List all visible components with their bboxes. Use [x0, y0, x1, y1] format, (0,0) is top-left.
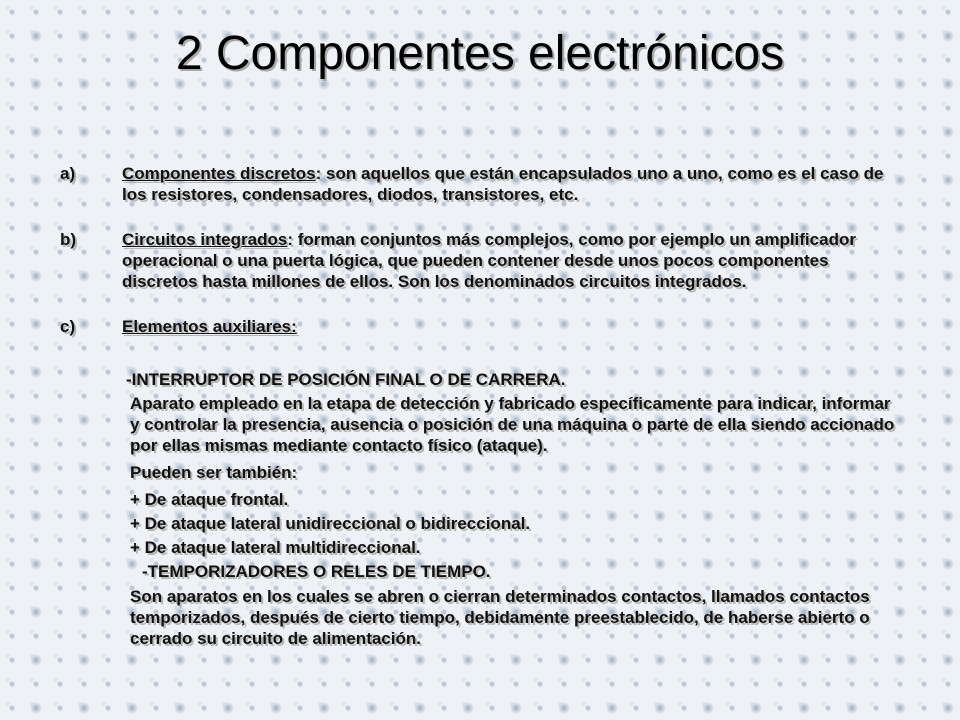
interruptor-heading: -INTERRUPTOR DE POSICIÓN FINAL O DE CARRERA.	[126, 370, 566, 389]
slide-title: 2 Componentes electrónicos	[175, 27, 785, 80]
temporizadores-description: Son aparatos en los cuales se abren o cierran determinados contactos, llamados contactos temporizados, después de cierto tiempo, debidamente preestablecido, de haberse abierto o cerrado su circuito de alimentación.	[130, 587, 870, 648]
term-elementos-auxiliares: Elementos auxiliares:	[122, 317, 297, 336]
option-item: + De ataque lateral unidireccional o bidireccional.	[130, 514, 531, 533]
list-item-b	[60, 229, 900, 292]
slide-content	[60, 163, 900, 652]
list-marker: a)	[60, 164, 76, 183]
pueden-label: Pueden ser también:	[130, 463, 298, 482]
list-item-c	[60, 316, 900, 337]
term-componentes-discretos: Componentes discretos	[122, 164, 316, 183]
definition-circuitos-integrados: : forman conjuntos más complejos, como por ejemplo un amplificador operacional o una puerta lógica, que pueden contener desde unos pocos componentes discretos hasta millones de ellos. Son los denominados circuitos integrados.	[122, 230, 856, 291]
option-item: + De ataque lateral multidireccional.	[130, 538, 421, 557]
term-circuitos-integrados: Circuitos integrados	[122, 230, 288, 249]
definition-componentes-discretos: : son aquellos que están encapsulados uno a uno, como es el caso de los resistores, condensadores, diodos, transistores, etc.	[122, 164, 884, 204]
list-marker: c)	[60, 317, 76, 336]
option-item: + De ataque frontal.	[130, 490, 289, 509]
interruptor-description: Aparato empleado en la etapa de detección y fabricado específicamente para indicar, informar y controlar la presencia, ausencia o posición de una máquina o parte de ella siendo accionado por ellas mismas mediante contacto físico (ataque).	[130, 394, 895, 455]
temporizadores-heading: -TEMPORIZADORES O RELES DE TIEMPO.	[142, 562, 491, 581]
auxiliares-section	[122, 369, 900, 649]
list-item-a	[60, 163, 900, 205]
list-marker: b)	[60, 230, 77, 249]
